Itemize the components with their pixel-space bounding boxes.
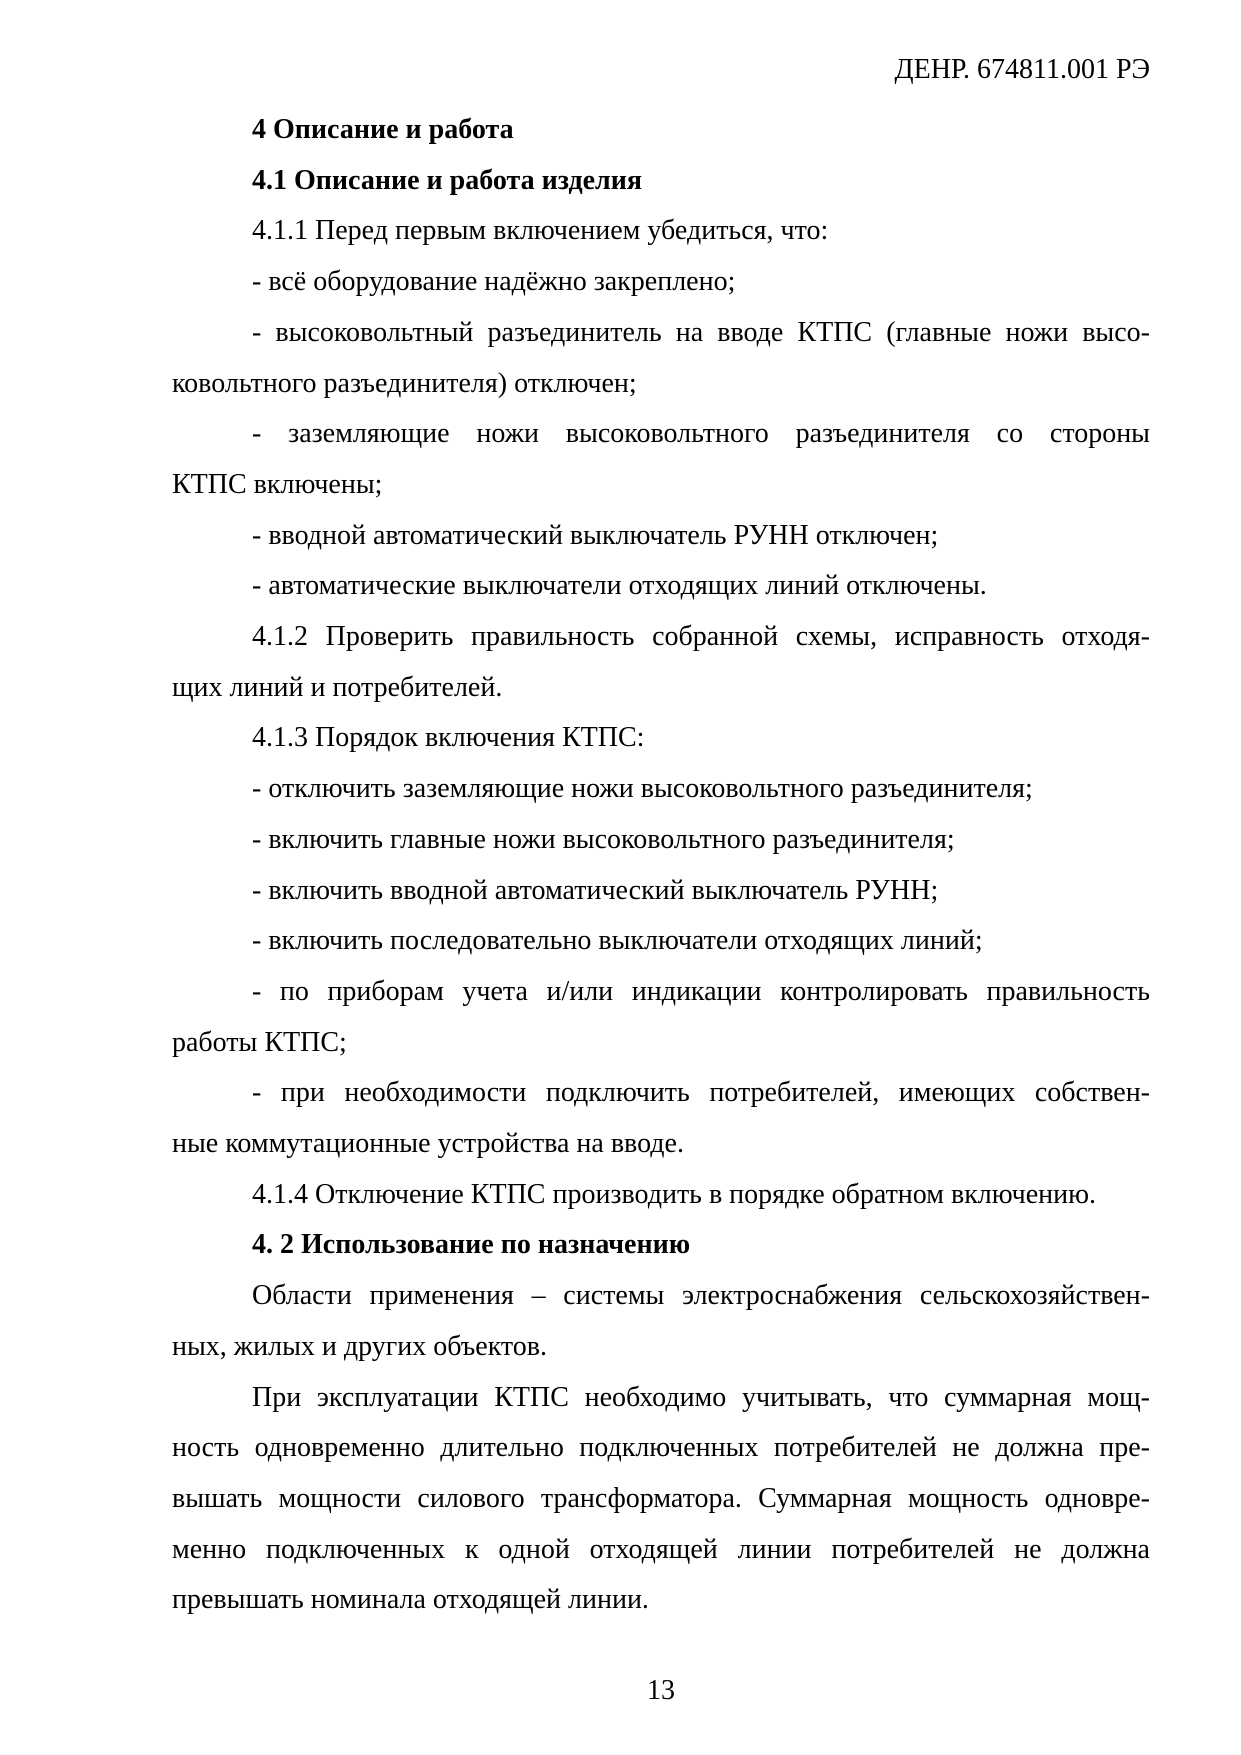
document-line: КТПС включены; bbox=[172, 468, 383, 500]
document-line: 4.1.4 Отключение КТПС производить в порядке обратном включению. bbox=[252, 1178, 1097, 1210]
document-line: - включить последовательно выключатели отходящих линий; bbox=[252, 925, 983, 957]
document-body bbox=[172, 105, 1150, 1626]
document-line: щих линий и потребителей. bbox=[172, 671, 503, 703]
page-number: 13 bbox=[647, 1675, 675, 1706]
document-line: 4.1 Описание и работа изделия bbox=[252, 164, 643, 196]
document-line: - при необходимости подключить потребителей, имеющих собствен- bbox=[252, 1077, 1150, 1109]
document-line: - заземляющие ножи высоковольтного разъединителя со стороны bbox=[252, 418, 1150, 450]
document-line: 4.1.1 Перед первым включением убедиться, что: bbox=[252, 215, 829, 247]
document-code: ДЕНР. 674811.001 РЭ bbox=[894, 54, 1150, 85]
document-line: - отключить заземляющие ножи высоковольтного разъединителя; bbox=[252, 773, 1033, 805]
document-line: ных, жилых и других объектов. bbox=[172, 1330, 548, 1362]
document-line: 4.1.3 Порядок включения КТПС: bbox=[252, 722, 645, 754]
document-line: 4 Описание и работа bbox=[252, 114, 514, 145]
document-line: - автоматические выключатели отходящих линий отключены. bbox=[252, 570, 987, 602]
document-line: ковольтного разъединителя) отключен; bbox=[172, 367, 637, 399]
document-line: - по приборам учета и/или индикации контролировать правильность bbox=[252, 975, 1150, 1007]
document-line: работы КТПС; bbox=[172, 1026, 347, 1058]
document-line: - вводной автоматический выключатель РУНН отключен; bbox=[252, 519, 939, 551]
document-line: 4. 2 Использование по назначению bbox=[252, 1229, 691, 1261]
document-line: - всё оборудование надёжно закреплено; bbox=[252, 266, 736, 298]
document-line: - высоковольтный разъединитель на вводе КТПС (главные ножи высо- bbox=[252, 316, 1150, 348]
document-line: При эксплуатации КТПС необходимо учитывать, что суммарная мощ- bbox=[252, 1381, 1150, 1413]
document-line: - включить главные ножи высоковольтного разъединителя; bbox=[252, 823, 955, 855]
document-line: Области применения – системы электроснабжения сельскохозяйствен- bbox=[252, 1280, 1150, 1312]
document-line: - включить вводной автоматический выключатель РУНН; bbox=[252, 874, 939, 906]
document-line: ные коммутационные устройства на вводе. bbox=[172, 1128, 684, 1160]
document-line: 4.1.2 Проверить правильность собранной схемы, исправность отходя- bbox=[252, 621, 1150, 653]
document-line: вышать мощности силового трансформатора. Суммарная мощность одновре- bbox=[172, 1482, 1150, 1514]
document-line: ность одновременно длительно подключенных потребителей не должна пре- bbox=[172, 1432, 1150, 1464]
document-line: превышать номинала отходящей линии. bbox=[172, 1584, 649, 1616]
document-line: менно подключенных к одной отходящей линии потребителей не должна bbox=[172, 1533, 1150, 1565]
